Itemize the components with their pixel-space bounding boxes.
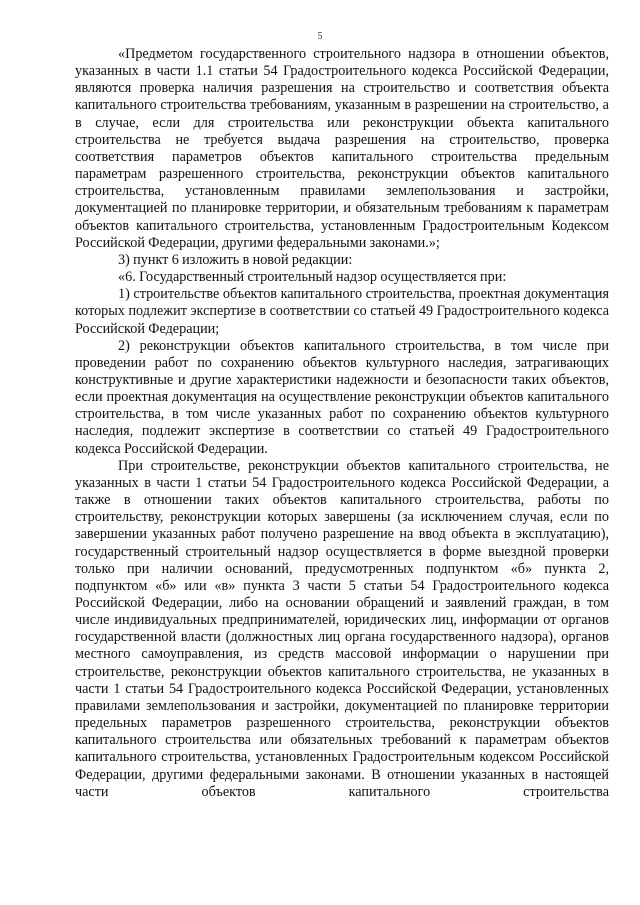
paragraph-item-6-heading: «6. Государственный строительный надзор осуществляется при: — [118, 269, 507, 286]
paragraph-item-3-intro: 3) пункт 6 изложить в новой редакции: — [118, 251, 353, 268]
document-body — [75, 46, 609, 801]
paragraph-subject-of-supervision: «Предметом государственного строительного надзора в отношении объектов, указанных в части 1.1 статьи 54 Градостроительного кодекса Российской Федерации, являются проверка наличия разрешения на строительство и соответствия объекта капитального строительства требованиям, указанным в разрешении на строительство, а в случае, если для строительства или реконструкции объекта капитального строительства не требуется выдача разрешения на строительство, проверка соответствия параметров объектов капитального строительства предельным параметрам разрешенного строительства, реконструкции объектов капитального строительства, установленным правилами землепользования и застройки, документацией по планировке территории, и обязательным требованиям к параметрам объектов капитального строительства, установленным Градостроительным Кодексом Российской Федерации, другими федеральными законами.»; — [75, 46, 609, 251]
paragraph-subitem-2: 2) реконструкции объектов капитального строительства, в том числе при проведении работ по сохранению объектов культурного наследия, затрагивающих конструктивные и другие характеристики надежности и безопасности таких объектов, если проектная документация на осуществление реконструкции объектов капитального строительства, в том числе указанных работ по сохранению объектов культурного наследия, подлежит экспертизе в соответствии со статьей 49 Градостроительного кодекса Российской Федерации. — [75, 337, 609, 457]
page-number: 5 — [317, 31, 323, 42]
paragraph-subitem-1: 1) строительстве объектов капитального строительства, проектная документация которых подлежит экспертизе в соответствии со статьей 49 Градостроительного кодекса Российской Федерации; — [75, 286, 609, 337]
paragraph-other-objects: При строительстве, реконструкции объектов капитального строительства, не указанных в части 1 статьи 54 Градостроительного кодекса Российской Федерации, а также в отношении таких объектов капитального строительства, работы по строительству, реконструкции которых завершены (за исключением случая, если по завершении указанных работ получено разрешение на ввод объекта в эксплуатацию), государственный строительный надзор осуществляется в форме выездной проверки только при наличии оснований, предусмотренных подпунктом «б» пункта 2, подпунктом «б» или «в» пункта 3 части 5 статьи 54 Градостроительного кодекса Российской Федерации, либо на основании обращений и заявлений граждан, в том числе индивидуальных предпринимателей, юридических лиц, информации от органов государственной власти (должностных лиц органа государственного надзора), органов местного самоуправления, из средств массовой информации о нарушении при строительстве, реконструкции объектов капитального строительства, не указанных в части 1 статьи 54 Градостроительного кодекса Российской Федерации, установленных правилами землепользования и застройки, документацией по планировке территории предельных параметров разрешенного строительства, реконструкции объектов капитального строительства или обязательных требований к параметрам объектов капитального строительства, установленных Градостроительным кодексом Российской Федерации, другими федеральными законами. В отношении указанных в настоящей части объектов капитального строительства — [75, 457, 609, 800]
